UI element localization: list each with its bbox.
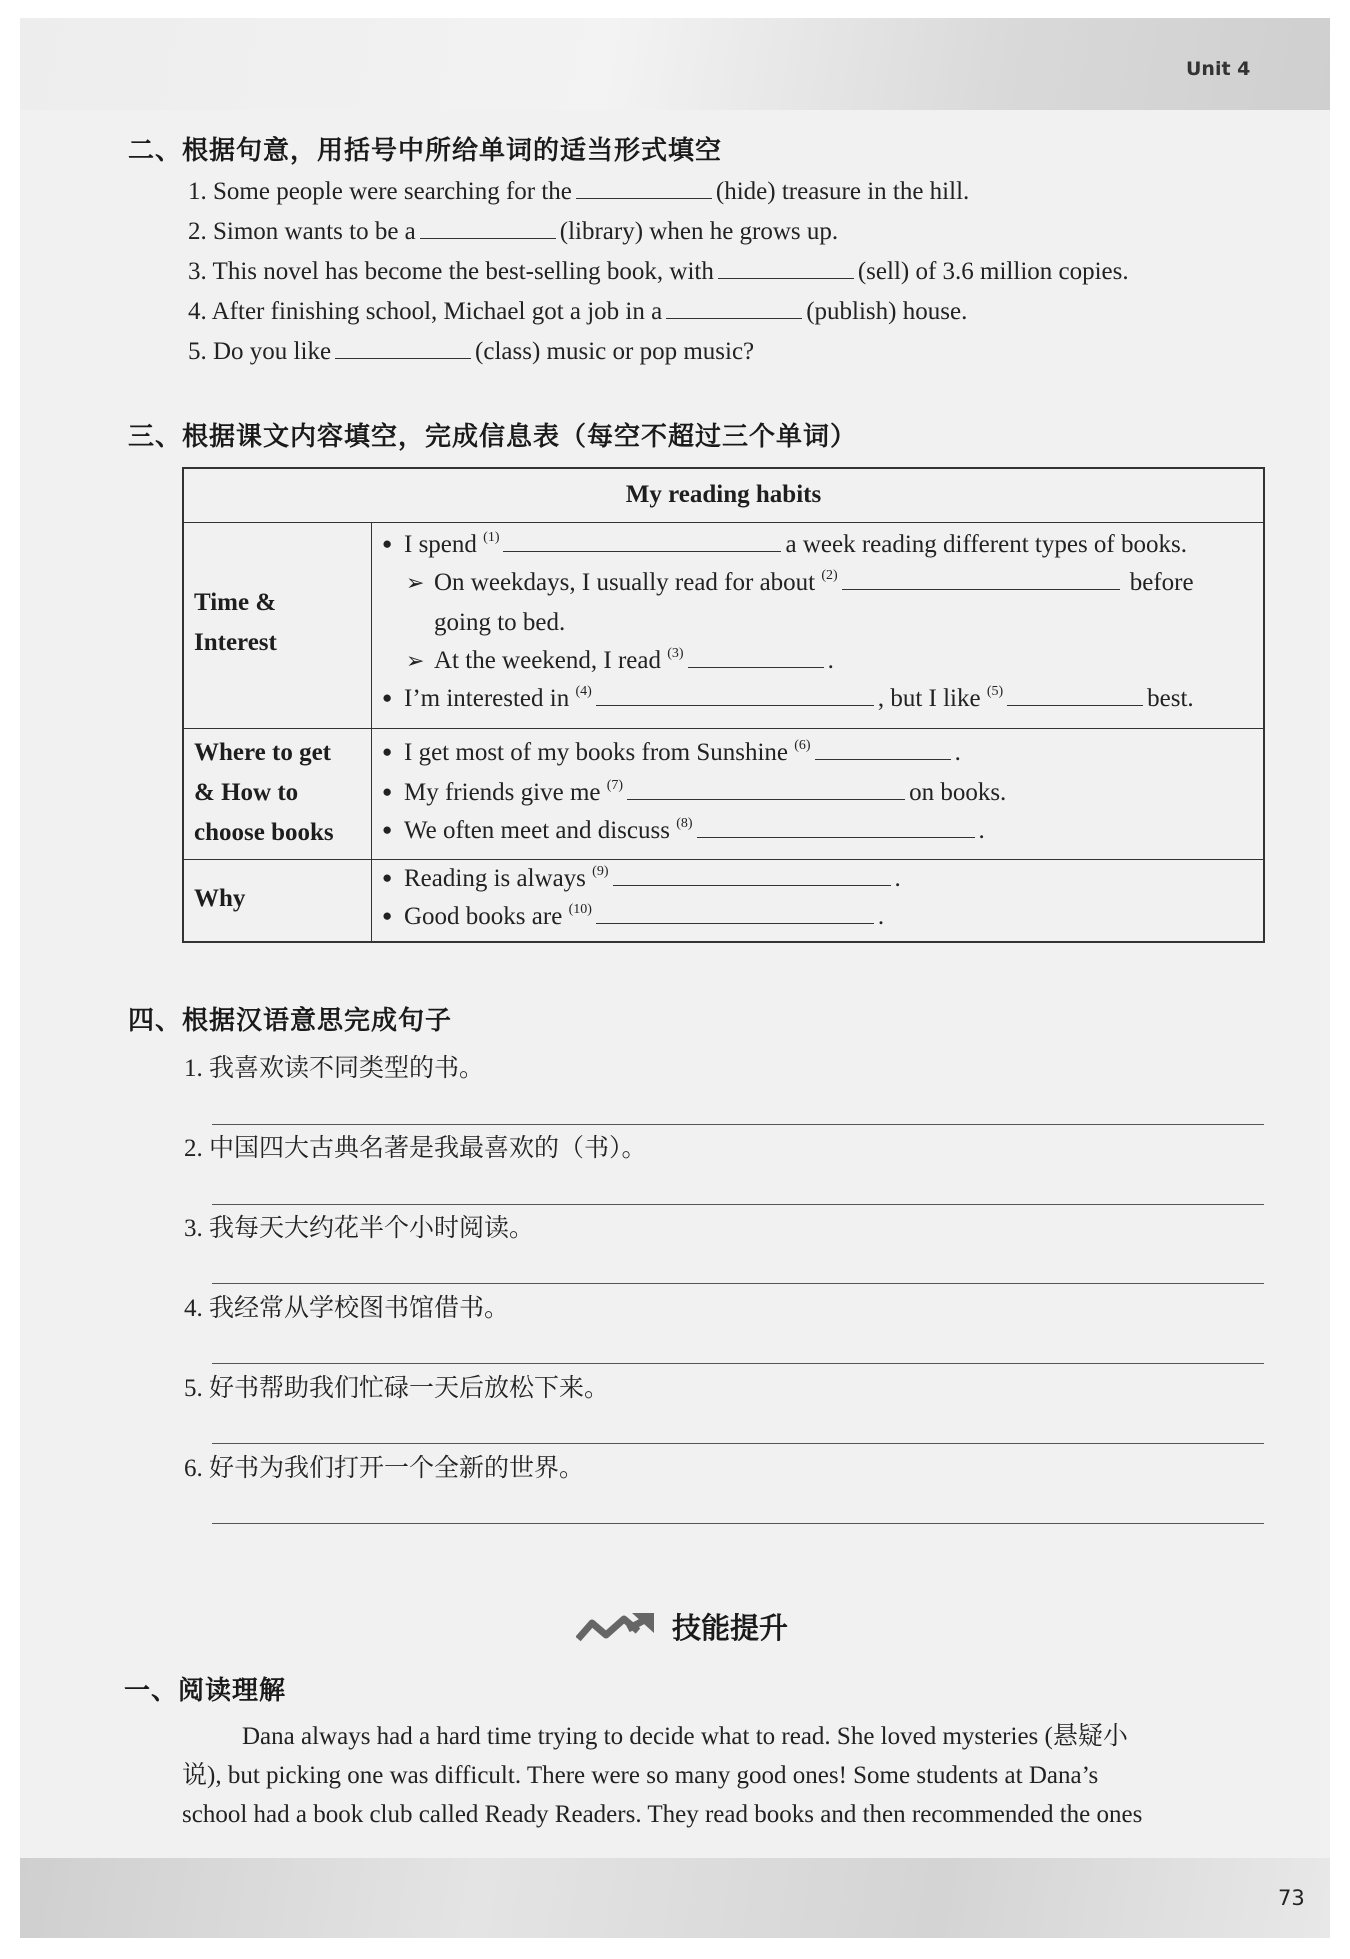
arrow-icon: ➢ [406, 648, 425, 673]
cell-text: At the weekend, I read [434, 647, 661, 674]
row-head-where-how [194, 733, 334, 853]
cell-text: . [978, 817, 985, 844]
reading-habits-table [182, 467, 1265, 943]
cell-text: on books. [909, 779, 1007, 806]
table-line-7 [382, 779, 1006, 807]
bullet-icon: ● [382, 906, 393, 925]
translate-item-4: 4. 我经常从学校图书馆借书。 [184, 1295, 510, 1322]
row-head-line: Why [194, 885, 246, 912]
unit-label: Unit 4 [1186, 58, 1251, 80]
table-column-divider [371, 522, 372, 943]
bullet-icon: ● [382, 820, 393, 839]
exercise-2-item-1 [188, 178, 969, 206]
row-head-line: Where to get [194, 739, 331, 766]
cell-text: My friends give me [404, 779, 601, 806]
exercise-2-item-4 [188, 298, 967, 326]
row-head-why [194, 879, 245, 919]
cell-text: . [894, 865, 901, 892]
page-header-band [20, 18, 1330, 110]
cell-text: Good books are [404, 903, 563, 930]
skills-heading-text: 技能提升 [672, 1611, 789, 1645]
answer-blank[interactable] [688, 666, 824, 668]
answer-blank[interactable] [335, 357, 471, 359]
exercise-2-item-5 [188, 338, 754, 366]
answer-blank[interactable] [697, 836, 975, 838]
cell-text: going to bed. [434, 609, 566, 636]
blank-number: (4) [575, 684, 592, 699]
translate-item-6: 6. 好书为我们打开一个全新的世界。 [184, 1455, 585, 1482]
exercise-2-item-2 [188, 218, 838, 246]
blank-number: (2) [821, 568, 838, 583]
table-line-5 [382, 685, 1194, 713]
skills-heading [576, 1606, 788, 1647]
table-line-1 [382, 531, 1187, 559]
reading-line-3: school had a book club called Ready Readers. They read books and then recommended the ones [182, 1801, 1143, 1828]
item-text: 3. This novel has become the best-selling book, with [188, 258, 714, 285]
translate-item-2: 2. 中国四大古典名著是我最喜欢的（书）。 [184, 1135, 647, 1162]
translate-item-3: 3. 我每天大约花半个小时阅读。 [184, 1215, 535, 1242]
table-line-10 [382, 903, 884, 931]
cell-text: On weekdays, I usually read for about [434, 569, 816, 596]
item-text: 4. After finishing school, Michael got a job in a [188, 298, 663, 325]
blank-number: (10) [568, 902, 592, 917]
cell-text: , but I like [877, 685, 981, 712]
cell-text: best. [1147, 685, 1194, 712]
answer-line[interactable] [212, 1283, 1264, 1284]
cell-text: I spend [404, 531, 477, 558]
blank-number: (6) [794, 738, 811, 753]
item-hint: (publish) house. [806, 298, 968, 325]
arrow-icon: ➢ [406, 570, 425, 595]
table-caption: My reading habits [625, 481, 822, 508]
answer-blank[interactable] [576, 197, 712, 199]
section-4-title: 四、根据汉语意思完成句子 [128, 1006, 453, 1036]
page-footer-band [20, 1858, 1330, 1938]
blank-number: (9) [592, 864, 609, 879]
answer-line[interactable] [212, 1443, 1264, 1444]
bullet-icon: ● [382, 534, 393, 553]
table-line-2 [406, 569, 1194, 597]
table-divider [184, 859, 1263, 860]
answer-blank[interactable] [627, 798, 905, 800]
cell-text: before [1129, 569, 1194, 596]
item-hint: (hide) treasure in the hill. [715, 178, 970, 205]
answer-blank[interactable] [420, 237, 556, 239]
item-text: 5. Do you like [188, 338, 332, 365]
trend-up-icon [576, 1609, 656, 1645]
bullet-icon: ● [382, 688, 393, 707]
table-line-6 [382, 739, 961, 767]
cell-text: I get most of my books from Sunshine [404, 739, 789, 766]
answer-blank[interactable] [718, 277, 854, 279]
row-head-line: Interest [194, 629, 277, 656]
item-hint: (library) when he grows up. [559, 218, 839, 245]
table-line-4 [406, 647, 834, 675]
table-divider [184, 522, 1263, 523]
section-3-title: 三、根据课文内容填空，完成信息表（每空不超过三个单词） [128, 422, 858, 452]
bullet-icon: ● [382, 868, 393, 887]
cell-text: . [877, 903, 885, 930]
translate-item-1: 1. 我喜欢读不同类型的书。 [184, 1055, 485, 1082]
blank-number: (3) [667, 646, 684, 661]
item-text: 2. Simon wants to be a [188, 218, 416, 245]
answer-line[interactable] [212, 1204, 1264, 1205]
answer-blank[interactable] [1007, 704, 1143, 706]
blank-number: (8) [676, 816, 693, 831]
table-divider [184, 728, 1263, 729]
blank-number: (5) [986, 684, 1004, 699]
table-line-9 [382, 865, 901, 893]
cell-text: a week reading different types of books. [785, 531, 1187, 558]
cell-text: I’m interested in [404, 685, 570, 712]
cell-text: Reading is always [404, 865, 586, 892]
row-head-line: & How to [194, 779, 299, 806]
answer-blank[interactable] [666, 317, 802, 319]
answer-blank[interactable] [596, 704, 874, 706]
cell-text: We often meet and discuss [404, 817, 670, 844]
reading-section-title: 一、阅读理解 [124, 1676, 287, 1706]
row-head-line: choose books [194, 819, 334, 846]
cell-text: . [827, 647, 834, 674]
row-head-time-interest [194, 583, 277, 663]
item-hint: (sell) of 3.6 million copies. [857, 258, 1129, 285]
exercise-2-item-3 [188, 258, 1129, 286]
table-line-8 [382, 817, 985, 845]
blank-number: (1) [483, 530, 500, 545]
page-number: 73 [1278, 1886, 1305, 1910]
table-line-3 [434, 609, 565, 637]
reading-line-1: Dana always had a hard time trying to decide what to read. She loved mysteries (悬疑小 [242, 1723, 1128, 1750]
answer-blank[interactable] [503, 550, 781, 552]
answer-line[interactable] [212, 1523, 1264, 1524]
blank-number: (7) [606, 778, 624, 793]
section-2-title: 二、根据句意，用括号中所给单词的适当形式填空 [128, 136, 723, 166]
answer-line[interactable] [212, 1363, 1264, 1364]
answer-blank[interactable] [815, 758, 951, 760]
bullet-icon: ● [382, 742, 393, 761]
cell-text: . [954, 739, 961, 766]
bullet-icon: ● [382, 782, 393, 801]
row-head-line: Time & [194, 589, 277, 616]
reading-line-2: 说), but picking one was difficult. There were so many good ones! Some students at Dana’s [182, 1762, 1099, 1789]
translate-item-5: 5. 好书帮助我们忙碌一天后放松下来。 [184, 1375, 610, 1402]
answer-blank[interactable] [613, 884, 891, 886]
answer-blank[interactable] [842, 588, 1120, 590]
answer-blank[interactable] [596, 922, 874, 924]
item-text: 1. Some people were searching for the [188, 178, 572, 205]
item-hint: (class) music or pop music? [475, 338, 755, 365]
answer-line[interactable] [212, 1124, 1264, 1125]
